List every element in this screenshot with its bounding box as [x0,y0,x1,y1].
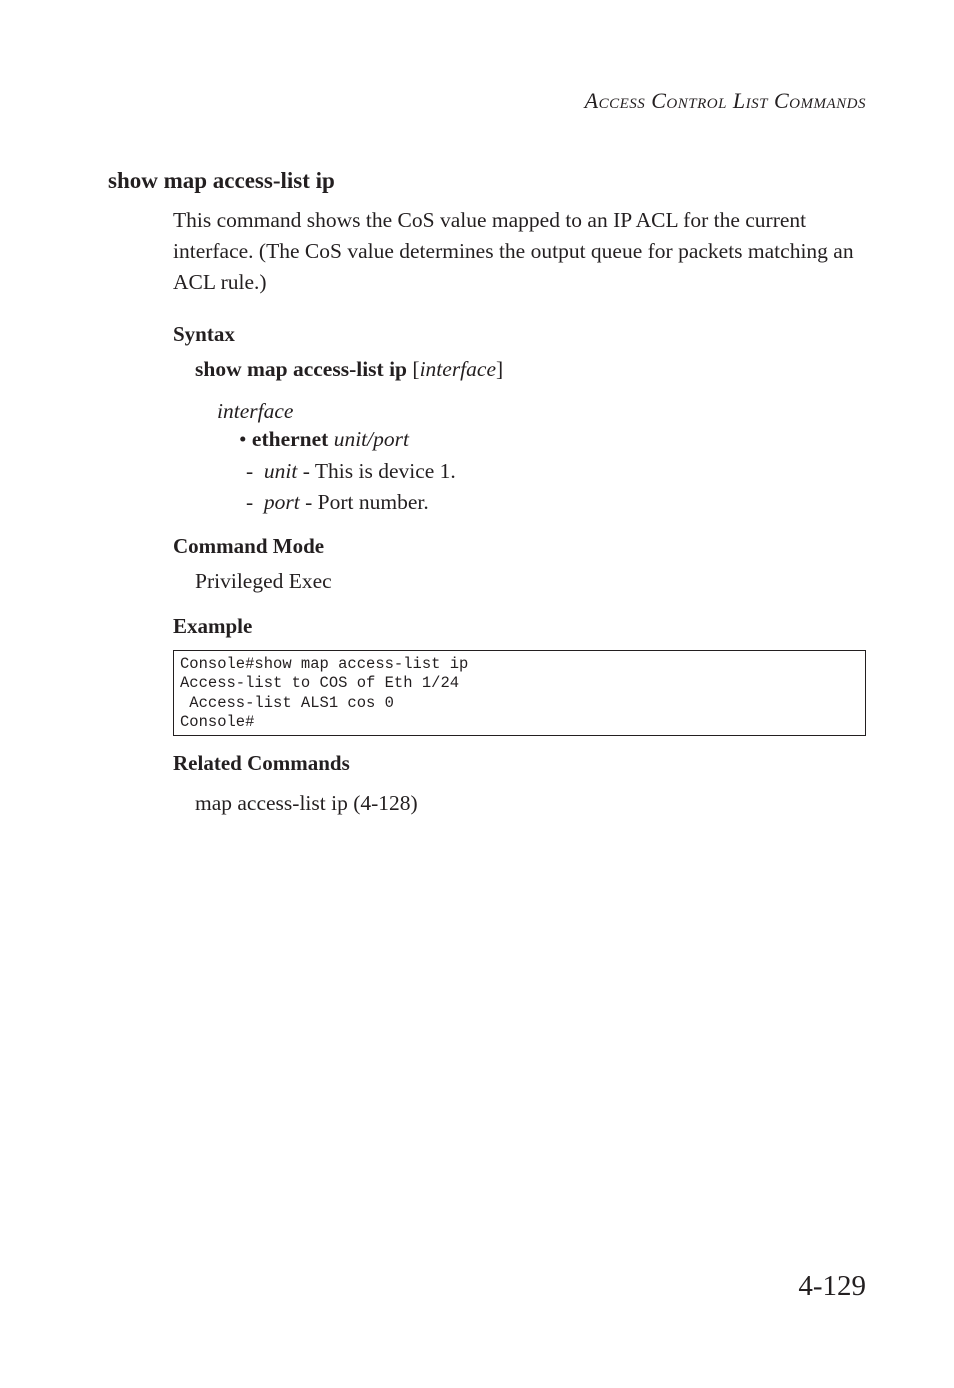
code-line: Console#show map access-list ip [180,655,469,673]
related-commands-heading: Related Commands [173,751,350,775]
section-title: show map access-list ip [108,168,335,193]
item-term: port [263,490,300,514]
bullet-icon: • [239,427,247,451]
item-term: unit [263,459,298,483]
dash-icon: - [246,490,254,514]
param-label: interface [217,399,294,423]
example-code-block [173,650,866,736]
option-keyword: ethernet [251,427,329,451]
example-heading: Example [173,614,253,638]
running-head: Access Control List Commands [584,88,866,113]
option-item-port [246,490,429,515]
syntax-close-bracket: ] [496,357,504,381]
code-line: Access-list to COS of Eth 1/24 [180,674,460,693]
item-desc: - This is device 1. [297,459,456,483]
command-mode-heading: Command Mode [173,534,325,558]
command-description: This command shows the CoS value mapped to an IP ACL for the current interface. (The CoS value determines the output queue for packets matching an ACL rule.) [173,208,854,294]
code-line: Access-list ALS1 cos 0 [180,693,394,712]
option-line [239,427,409,452]
related-command-link[interactable]: map access-list ip (4-128) [195,791,418,815]
syntax-line [195,357,503,382]
page-number: 4-129 [798,1270,866,1302]
syntax-param: interface [419,357,496,381]
command-mode-value: Privileged Exec [195,569,332,593]
option-item-unit [246,459,456,484]
option-args: unit/port [333,427,409,451]
syntax-heading: Syntax [173,322,235,346]
dash-icon: - [246,459,254,483]
syntax-command: show map access-list ip [195,357,408,381]
syntax-open-bracket: [ [412,357,420,381]
item-desc: - Port number. [299,490,429,514]
code-line: Console# [180,712,255,731]
